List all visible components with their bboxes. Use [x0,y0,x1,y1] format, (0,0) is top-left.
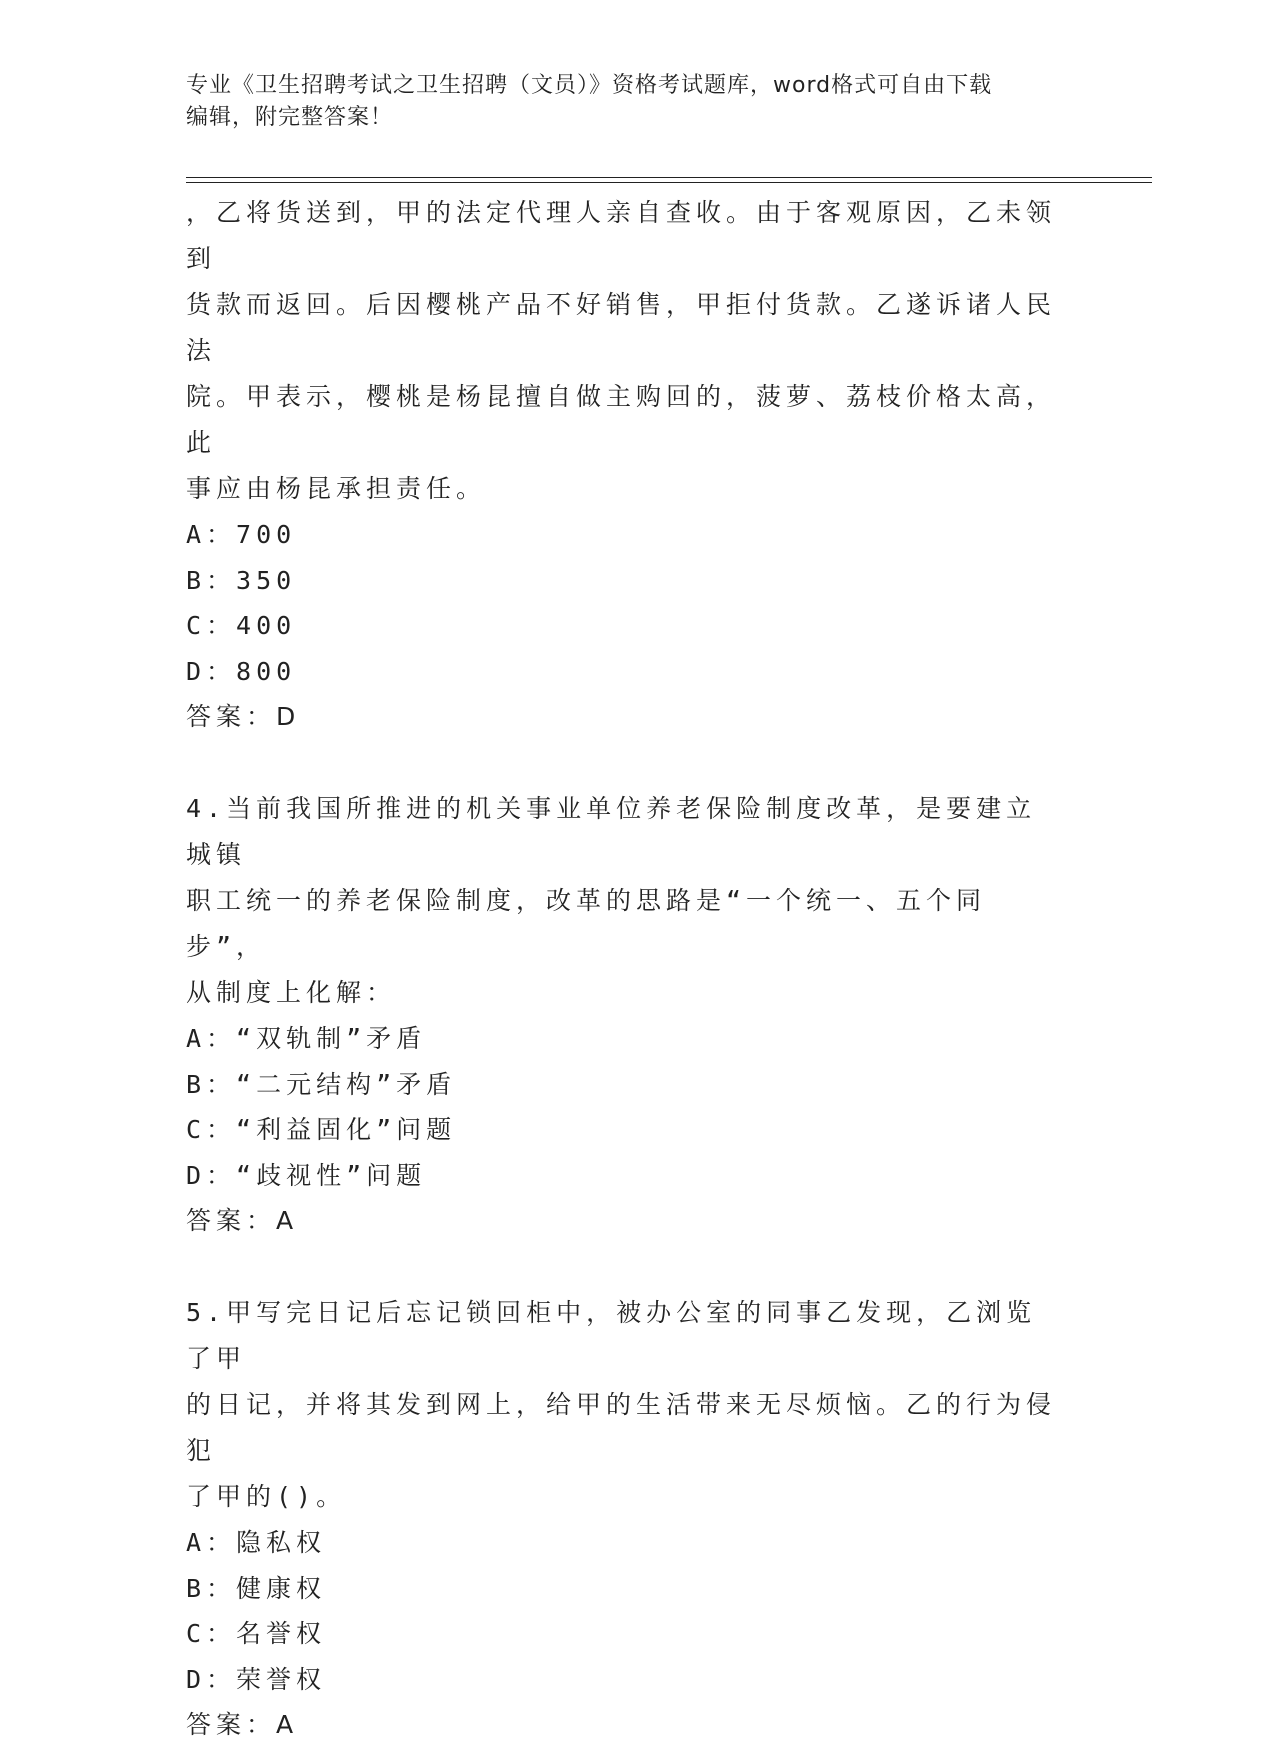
answer: 答案：D [186,702,301,731]
question-text-line: 4.当前我国所推进的机关事业单位养老保险制度改革，是要建立城镇 [186,794,1037,869]
header-line-2: 编辑，附完整答案！ [186,105,394,130]
document-header [186,70,1066,134]
option-b: B：“二元结构”矛盾 [186,1069,457,1099]
option-b: B：健康权 [186,1573,327,1603]
document-body [186,190,1066,1748]
question-4 [186,786,1066,1244]
option-d: D：800 [186,656,297,686]
question-text-line: 货款而返回。后因樱桃产品不好销售，甲拒付货款。乙遂诉诸人民法 [186,290,1057,365]
spacer [186,740,1066,786]
option-b: B：350 [186,565,297,595]
option-d: D：“歧视性”问题 [186,1160,427,1190]
option-d: D：荣誉权 [186,1664,327,1694]
answer: 答案：A [186,1710,299,1739]
question-text-line: 职工统一的养老保险制度，改革的思路是“一个统一、五个同步”， [186,886,987,961]
option-c: C：名誉权 [186,1619,327,1648]
option-a: A：“双轨制”矛盾 [186,1024,427,1053]
question-text-line: 5.甲写完日记后忘记锁回柜中，被办公室的同事乙发现，乙浏览了甲 [186,1298,1037,1373]
answer: 答案：A [186,1206,299,1235]
option-a: A：隐私权 [186,1528,327,1557]
header-rule-bottom [186,182,1152,183]
question-text-line: 从制度上化解： [186,978,397,1007]
option-a: A：700 [186,520,297,549]
option-c: C：“利益固化”问题 [186,1115,457,1144]
question-text-line: 事应由杨昆承担责任。 [186,474,487,503]
spacer [186,1244,1066,1290]
question-text-line: 了甲的()。 [186,1482,347,1511]
header-rule-top [186,177,1152,178]
question-text-line: 院。甲表示，樱桃是杨昆擅自做主购回的，菠萝、荔枝价格太高，此 [186,382,1057,457]
header-line-1: 专业《卫生招聘考试之卫生招聘（文员）》资格考试题库，word格式可自由下载 [186,73,993,98]
option-c: C：400 [186,611,297,640]
question-text-line: ，乙将货送到，甲的法定代理人亲自查收。由于客观原因，乙未领到 [186,198,1057,273]
question-3 [186,190,1066,740]
question-text-line: 的日记，并将其发到网上，给甲的生活带来无尽烦恼。乙的行为侵犯 [186,1390,1057,1465]
question-5 [186,1290,1066,1748]
